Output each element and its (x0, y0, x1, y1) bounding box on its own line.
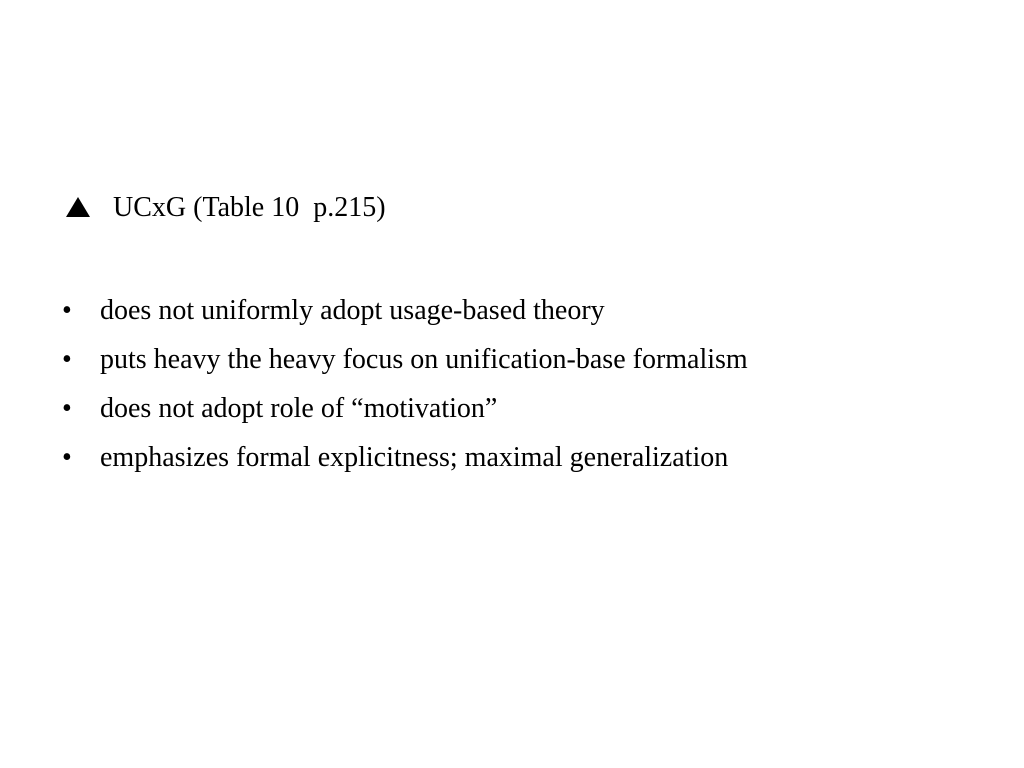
slide-heading (66, 190, 386, 226)
list-item (62, 286, 748, 335)
bullet-icon: • (62, 442, 72, 473)
bullet-icon: • (62, 393, 72, 424)
list-item (62, 335, 748, 384)
list-item (62, 433, 748, 482)
list-item-text: puts heavy the heavy focus on unification-base formalism (100, 344, 748, 375)
bullet-icon: • (62, 295, 72, 326)
bullet-list (62, 286, 748, 482)
bullet-icon: • (62, 344, 72, 375)
list-item (62, 384, 748, 433)
triangle-up-icon (66, 197, 90, 217)
list-item-text: does not uniformly adopt usage-based theory (100, 295, 605, 326)
heading-text: UCxG (Table 10 p.215) (113, 192, 386, 223)
list-item-text: emphasizes formal explicitness; maximal generalization (100, 442, 729, 473)
list-item-text: does not adopt role of “motivation” (100, 393, 498, 424)
